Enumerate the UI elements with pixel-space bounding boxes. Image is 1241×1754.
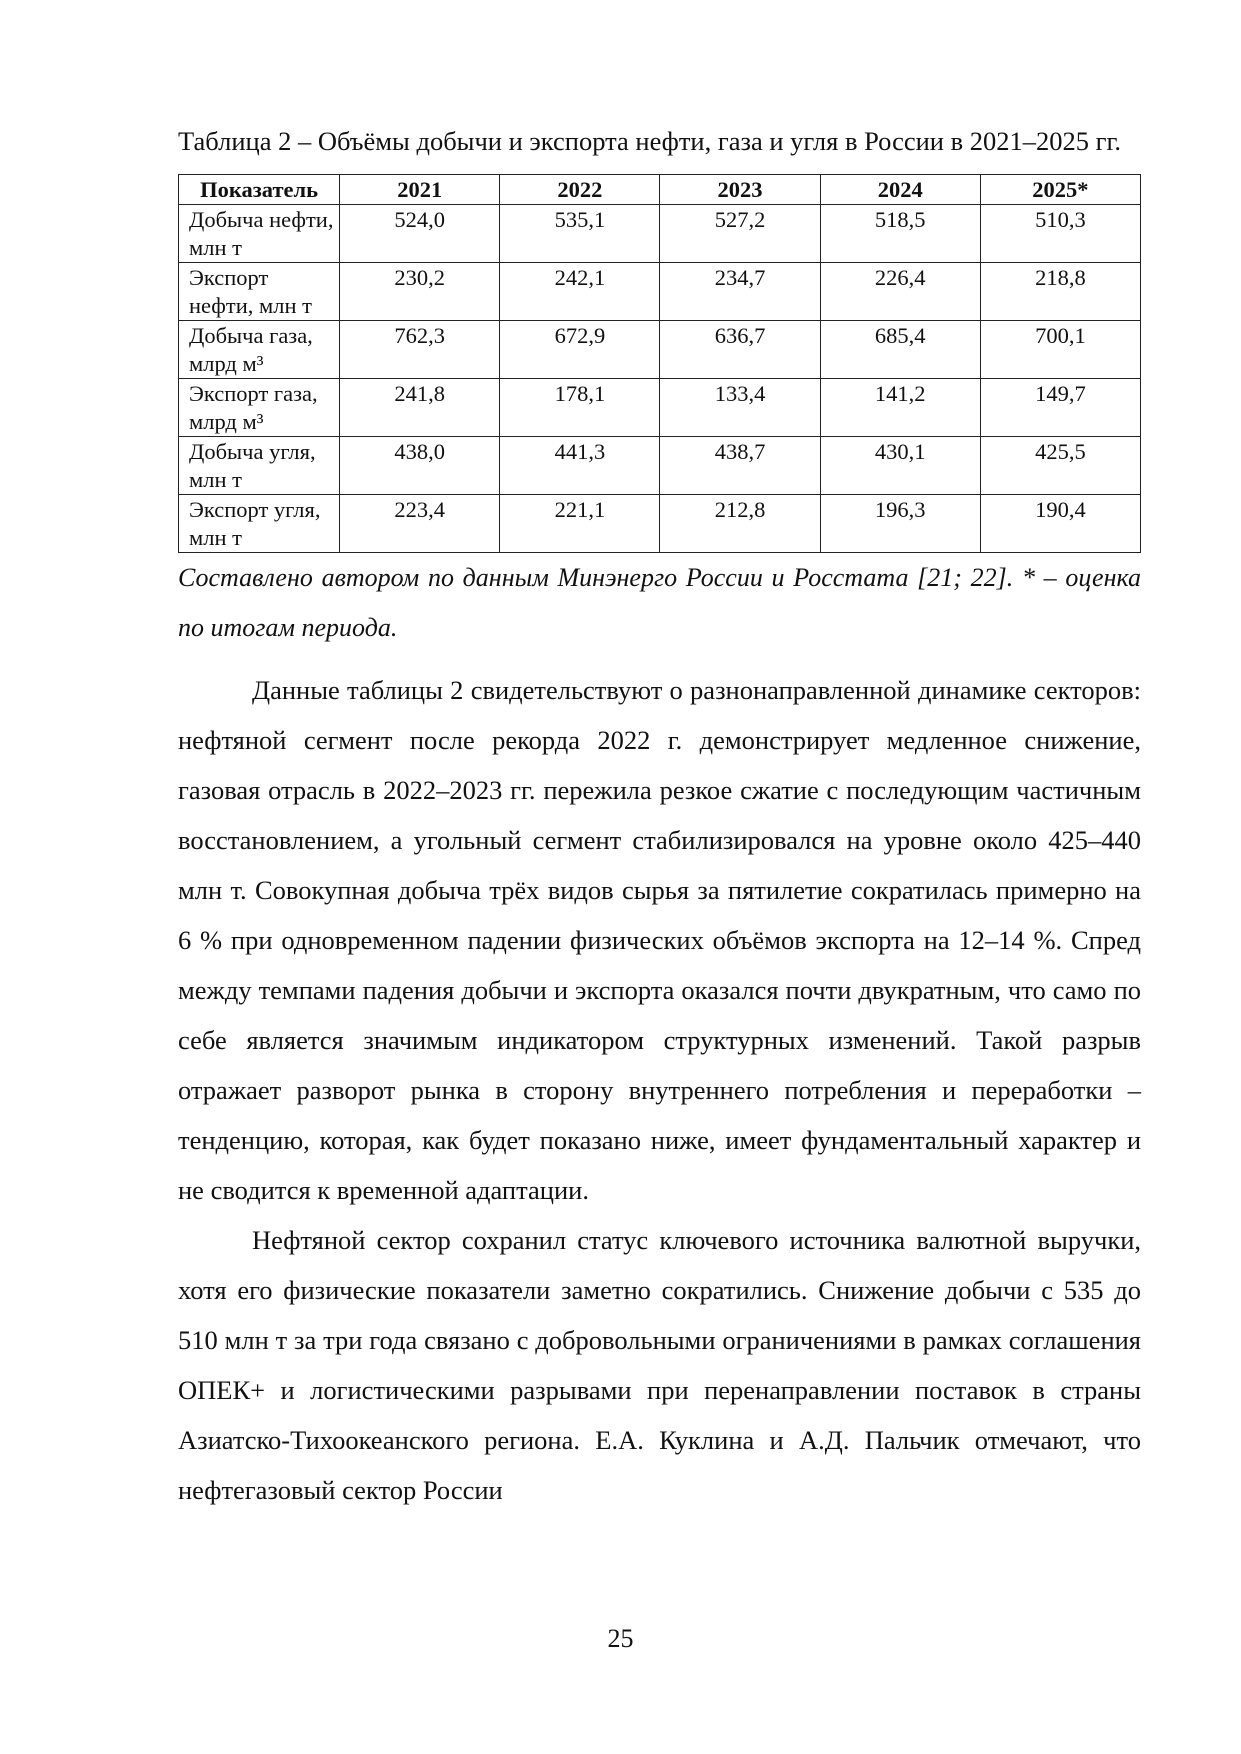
table-header-row xyxy=(179,175,1141,205)
table-source-note: Составлено автором по данным Минэнерго России и Росстата [21; 22]. * – оценка по итогам периода. xyxy=(178,563,1141,642)
table-cell: 535,1 xyxy=(500,205,660,263)
row-label: Добыча нефти, млн т xyxy=(179,205,340,263)
header-2022: 2022 xyxy=(500,175,660,205)
table-cell: 700,1 xyxy=(980,321,1140,379)
table-cell: 672,9 xyxy=(500,321,660,379)
row-label: Добыча газа, млрд м³ xyxy=(179,321,340,379)
table-cell: 221,1 xyxy=(500,495,660,553)
table-row xyxy=(179,321,1141,379)
row-label: Добыча угля, млн т xyxy=(179,437,340,495)
table-cell: 212,8 xyxy=(660,495,820,553)
production-export-table xyxy=(178,174,1141,553)
page-number: 25 xyxy=(607,1624,634,1653)
table-cell: 141,2 xyxy=(820,379,980,437)
table-cell: 242,1 xyxy=(500,263,660,321)
row-label: Экспорт угля, млн т xyxy=(179,495,340,553)
header-2021: 2021 xyxy=(340,175,500,205)
header-indicator: Показатель xyxy=(179,175,340,205)
table-cell: 241,8 xyxy=(340,379,500,437)
table-cell: 438,0 xyxy=(340,437,500,495)
table-cell: 234,7 xyxy=(660,263,820,321)
table-cell: 524,0 xyxy=(340,205,500,263)
table-cell: 685,4 xyxy=(820,321,980,379)
header-2025: 2025* xyxy=(980,175,1140,205)
header-2024: 2024 xyxy=(820,175,980,205)
table-row xyxy=(179,263,1141,321)
row-label: Экспорт газа, млрд м³ xyxy=(179,379,340,437)
document-page xyxy=(178,116,1141,1515)
table-cell: 226,4 xyxy=(820,263,980,321)
table-row xyxy=(179,495,1141,553)
table-cell: 527,2 xyxy=(660,205,820,263)
table-cell: 762,3 xyxy=(340,321,500,379)
body-paragraph-1: Данные таблицы 2 свидетельствуют о разнонаправленной динамике секторов: нефтяной сегмент после рекорда 2022 г. демонстрирует медленное снижение, газовая отрасль в 2022–2023 гг. пережила резкое сжатие с последующим частичным восстановлением, а угольный сегмент стабилизировался на уровне около 425–440 млн т. Совокупная добыча трёх видов сырья за пятилетие сократилась примерно на 6 % при одновременном падении физических объёмов экспорта на 12–14 %. Спред между темпами падения добычи и экспорта оказался почти двукратным, что само по себе является значимым индикатором структурных изменений. Такой разрыв отражает разворот рынка в сторону внутреннего потребления и переработки – тенденцию, которая, как будет показано ниже, имеет фундаментальный характер и не сводится к временной адаптации. xyxy=(178,675,1141,1205)
table-cell: 230,2 xyxy=(340,263,500,321)
body-paragraph-2: Нефтяной сектор сохранил статус ключевого источника валютной выручки, хотя его физические показатели заметно сократились. Снижение добычи с 535 до 510 млн т за три года связано с добровольными ограничениями в рамках соглашения ОПЕК+ и логистическими разрывами при перенаправлении поставок в страны Азиатско-Тихоокеанского региона. Е.А. Куклина и А.Д. Пальчик отмечают, что нефтегазовый сектор России xyxy=(178,1225,1141,1505)
table-row xyxy=(179,437,1141,495)
table-cell: 223,4 xyxy=(340,495,500,553)
table-cell: 636,7 xyxy=(660,321,820,379)
row-label: Экспорт нефти, млн т xyxy=(179,263,340,321)
table-cell: 438,7 xyxy=(660,437,820,495)
table-cell: 425,5 xyxy=(980,437,1140,495)
table-cell: 441,3 xyxy=(500,437,660,495)
table-cell: 133,4 xyxy=(660,379,820,437)
table-cell: 510,3 xyxy=(980,205,1140,263)
table-cell: 149,7 xyxy=(980,379,1140,437)
table-cell: 518,5 xyxy=(820,205,980,263)
table-caption: Таблица 2 – Объёмы добычи и экспорта нефти, газа и угля в России в 2021–2025 гг. xyxy=(178,126,1121,156)
table-cell: 190,4 xyxy=(980,495,1140,553)
table-cell: 430,1 xyxy=(820,437,980,495)
header-2023: 2023 xyxy=(660,175,820,205)
table-cell: 218,8 xyxy=(980,263,1140,321)
table-row xyxy=(179,205,1141,263)
table-cell: 196,3 xyxy=(820,495,980,553)
table-cell: 178,1 xyxy=(500,379,660,437)
table-row xyxy=(179,379,1141,437)
